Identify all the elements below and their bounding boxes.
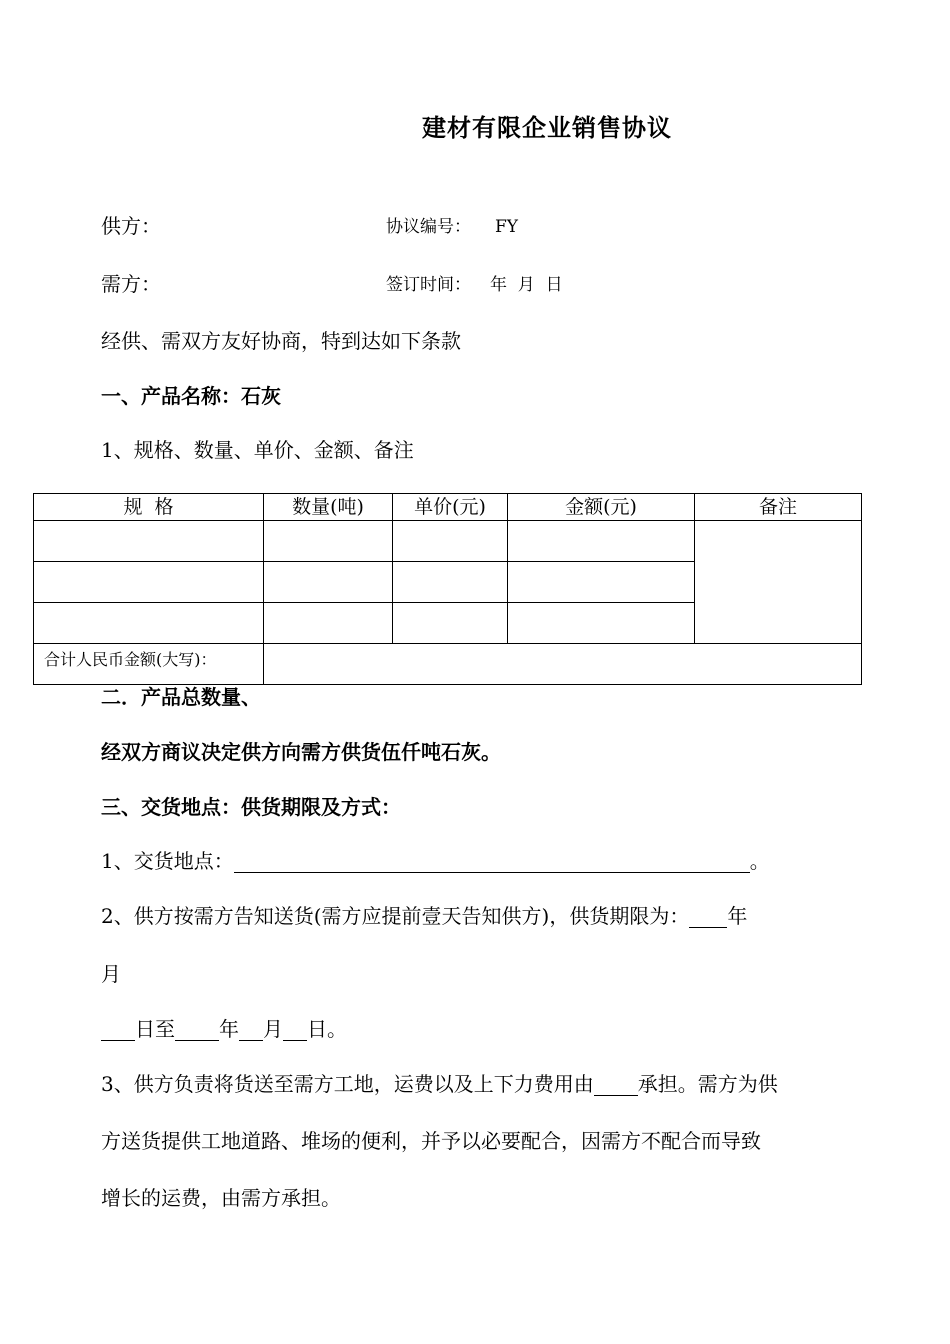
delivery-location-label: 1、交货地点： — [101, 849, 234, 873]
table-row — [34, 521, 862, 562]
period-end-month-blank[interactable] — [239, 1018, 263, 1041]
table-cell[interactable] — [264, 562, 393, 603]
period-year-unit: 年 — [727, 904, 748, 928]
table-cell[interactable] — [508, 562, 695, 603]
section-1-heading: 一、产品名称：石灰 — [101, 384, 281, 408]
table-cell[interactable] — [34, 562, 264, 603]
table-header-cell: 金额(元) — [508, 494, 695, 521]
document-title: 建材有限企业销售协议 — [422, 114, 672, 142]
table-cell[interactable] — [393, 521, 508, 562]
table-cell[interactable] — [508, 521, 695, 562]
total-amount-label: 合计人民币金额(大写)： — [44, 650, 217, 669]
freight-party-blank[interactable] — [594, 1073, 638, 1096]
table-cell[interactable] — [34, 521, 264, 562]
delivery-location-line — [101, 849, 770, 873]
table-cell[interactable] — [508, 603, 695, 644]
period-month-unit: 月 — [101, 962, 121, 986]
freight-text-b: 承担。需方为供 — [637, 1072, 778, 1096]
delivery-period-end-line — [101, 1017, 347, 1041]
table-cell[interactable] — [34, 603, 264, 644]
period-end-month-unit: 月 — [263, 1017, 283, 1041]
period-year-blank[interactable] — [689, 905, 727, 928]
buyer-label: 需方： — [101, 272, 161, 296]
section-2-heading: 二．产品总数量、 — [101, 685, 261, 709]
delivery-location-end: 。 — [749, 849, 770, 873]
table-cell[interactable] — [393, 562, 508, 603]
table-header-cell: 备注 — [695, 494, 862, 521]
delivery-period-text: 2、供方按需方告知送货(需方应提前壹天告知供方)，供货期限为： — [101, 904, 690, 928]
period-end-day-unit: 日。 — [307, 1017, 347, 1041]
table-cell[interactable] — [393, 603, 508, 644]
table-header-cell: 单价(元) — [393, 494, 508, 521]
period-end-year-unit: 年 — [219, 1017, 239, 1041]
sign-time-label: 签订时间： — [386, 275, 471, 295]
freight-line-1 — [101, 1072, 778, 1096]
table-cell[interactable] — [264, 521, 393, 562]
freight-line-3: 增长的运费，由需方承担。 — [101, 1186, 341, 1210]
table-header-cell: 数量(吨) — [264, 494, 393, 521]
total-label-cell — [34, 644, 264, 685]
contract-no-value: FY — [495, 217, 519, 237]
product-spec-table — [33, 493, 862, 685]
freight-text-a: 3、供方负责将货送至需方工地，运费以及上下力费用由 — [101, 1072, 594, 1096]
section-2-text: 经双方商议决定供方向需方供货伍仟吨石灰。 — [101, 740, 501, 764]
section-3-heading: 三、交货地点：供货期限及方式： — [101, 795, 401, 819]
total-amount-cell[interactable] — [264, 644, 862, 685]
section-1-subheading: 1、规格、数量、单价、金额、备注 — [101, 438, 414, 462]
table-cell[interactable] — [264, 603, 393, 644]
freight-line-2: 方送货提供工地道路、堆场的便利，并予以必要配合，因需方不配合而导致 — [101, 1129, 761, 1153]
sign-time-value: 年 月 日 — [490, 275, 563, 295]
period-day-blank[interactable] — [101, 1018, 135, 1041]
delivery-period-line — [101, 904, 747, 928]
contract-no-label: 协议编号： — [386, 217, 471, 237]
table-header-cell: 规 格 — [34, 494, 264, 521]
remarks-cell[interactable] — [695, 521, 862, 644]
intro-text: 经供、需双方友好协商，特到达如下条款 — [101, 329, 461, 353]
supplier-label: 供方： — [101, 214, 161, 238]
period-end-year-blank[interactable] — [175, 1018, 219, 1041]
period-end-day-blank[interactable] — [283, 1018, 307, 1041]
table-total-row — [34, 644, 862, 685]
period-day-to: 日至 — [135, 1017, 175, 1041]
delivery-location-blank[interactable] — [234, 850, 750, 873]
table-header-row — [34, 494, 862, 521]
